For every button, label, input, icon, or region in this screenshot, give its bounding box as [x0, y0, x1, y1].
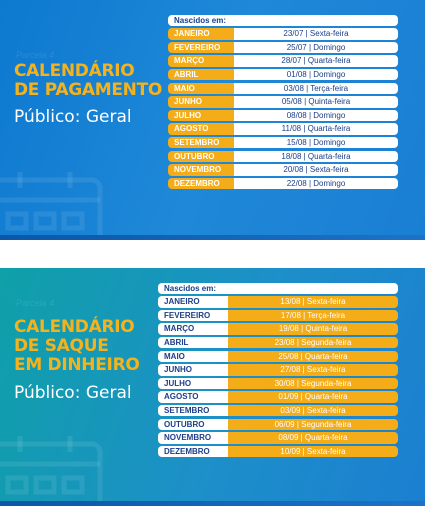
table-row — [168, 55, 398, 66]
month-cell: FEVEREIRO — [158, 310, 228, 321]
date-cell: 30/08 | Segunda-feira — [228, 378, 398, 389]
calendar-icon — [0, 436, 106, 506]
date-cell: 05/08 | Quinta-feira — [234, 96, 398, 107]
card-bottom-stripe — [0, 235, 425, 240]
table-row — [158, 337, 398, 348]
table-row — [158, 391, 398, 402]
date-cell: 03/09 | Sexta-feira — [228, 405, 398, 416]
table-row — [168, 69, 398, 80]
date-cell: 03/08 | Terça-feira — [234, 83, 398, 94]
installment-watermark: Parcela 4 — [16, 298, 55, 308]
date-cell: 01/09 | Quarta-feira — [228, 391, 398, 402]
month-cell: NOVEMBRO — [158, 432, 228, 443]
table-row — [168, 151, 398, 162]
calendar-icon — [0, 172, 106, 240]
table-row — [168, 110, 398, 121]
payment-calendar-card — [0, 0, 425, 240]
table-row — [168, 96, 398, 107]
date-cell: 01/08 | Domingo — [234, 69, 398, 80]
title-line: DE PAGAMENTO — [14, 80, 163, 100]
table-row — [168, 83, 398, 94]
month-cell: JULHO — [158, 378, 228, 389]
month-cell: DEZEMBRO — [158, 446, 228, 457]
table-row — [168, 123, 398, 134]
date-cell: 18/08 | Quarta-feira — [234, 151, 398, 162]
table-row — [158, 378, 398, 389]
month-cell: JUNHO — [158, 364, 228, 375]
table-row — [158, 296, 398, 307]
card-title — [14, 318, 140, 375]
card-title — [14, 62, 162, 100]
date-cell: 13/08 | Sexta-feira — [228, 296, 398, 307]
month-cell: AGOSTO — [158, 391, 228, 402]
month-cell: MAIO — [158, 351, 228, 362]
table-row — [158, 405, 398, 416]
month-cell: SETEMBRO — [168, 137, 234, 148]
cash-withdrawal-calendar-card — [0, 268, 425, 506]
table-row — [168, 42, 398, 53]
month-cell: AGOSTO — [168, 123, 234, 134]
audience-label: Público: Geral — [14, 107, 132, 127]
month-cell: FEVEREIRO — [168, 42, 234, 53]
date-cell: 06/09 | Segunda-feira — [228, 419, 398, 430]
month-cell: OUTUBRO — [158, 419, 228, 430]
date-cell: 22/08 | Domingo — [234, 178, 398, 189]
table-row — [158, 419, 398, 430]
table-header: Nascidos em: — [158, 283, 398, 294]
title-line: CALENDÁRIO — [14, 317, 135, 337]
date-cell: 20/08 | Sexta-feira — [234, 164, 398, 175]
date-cell: 10/09 | Sexta-feira — [228, 446, 398, 457]
month-cell: SETEMBRO — [158, 405, 228, 416]
table-row — [158, 310, 398, 321]
date-cell: 08/08 | Domingo — [234, 110, 398, 121]
table-row — [168, 164, 398, 175]
table-row — [158, 364, 398, 375]
month-cell: ABRIL — [168, 69, 234, 80]
table-row — [168, 28, 398, 39]
installment-watermark: Parcela 4 — [16, 50, 55, 60]
date-cell: 19/08 | Quinta-feira — [228, 323, 398, 334]
card-bottom-stripe — [0, 501, 425, 506]
date-cell: 25/08 | Quarta-feira — [228, 351, 398, 362]
date-cell: 23/08 | Segunda-feira — [228, 337, 398, 348]
month-cell: OUTUBRO — [168, 151, 234, 162]
month-cell: JANEIRO — [158, 296, 228, 307]
month-cell: MARÇO — [168, 55, 234, 66]
month-cell: ABRIL — [158, 337, 228, 348]
table-row — [158, 351, 398, 362]
month-cell: JULHO — [168, 110, 234, 121]
table-row — [158, 323, 398, 334]
table-row — [168, 178, 398, 189]
date-cell: 23/07 | Sexta-feira — [234, 28, 398, 39]
month-cell: DEZEMBRO — [168, 178, 234, 189]
month-cell: JANEIRO — [168, 28, 234, 39]
table-row — [158, 432, 398, 443]
date-cell: 08/09 | Quarta-feira — [228, 432, 398, 443]
title-line: EM DINHEIRO — [14, 355, 140, 375]
month-cell: JUNHO — [168, 96, 234, 107]
date-cell: 17/08 | Terça-feira — [228, 310, 398, 321]
date-cell: 11/08 | Quarta-feira — [234, 123, 398, 134]
date-cell: 25/07 | Domingo — [234, 42, 398, 53]
audience-label: Público: Geral — [14, 383, 132, 403]
table-row — [158, 446, 398, 457]
birth-month-table — [168, 15, 398, 191]
date-cell: 28/07 | Quarta-feira — [234, 55, 398, 66]
title-line: DE SAQUE — [14, 336, 109, 356]
month-cell: MAIO — [168, 83, 234, 94]
date-cell: 27/08 | Sexta-feira — [228, 364, 398, 375]
table-header: Nascidos em: — [168, 15, 398, 26]
date-cell: 15/08 | Domingo — [234, 137, 398, 148]
title-line: CALENDÁRIO — [14, 61, 135, 81]
month-cell: NOVEMBRO — [168, 164, 234, 175]
table-row — [168, 137, 398, 148]
month-cell: MARÇO — [158, 323, 228, 334]
birth-month-table — [158, 283, 398, 459]
